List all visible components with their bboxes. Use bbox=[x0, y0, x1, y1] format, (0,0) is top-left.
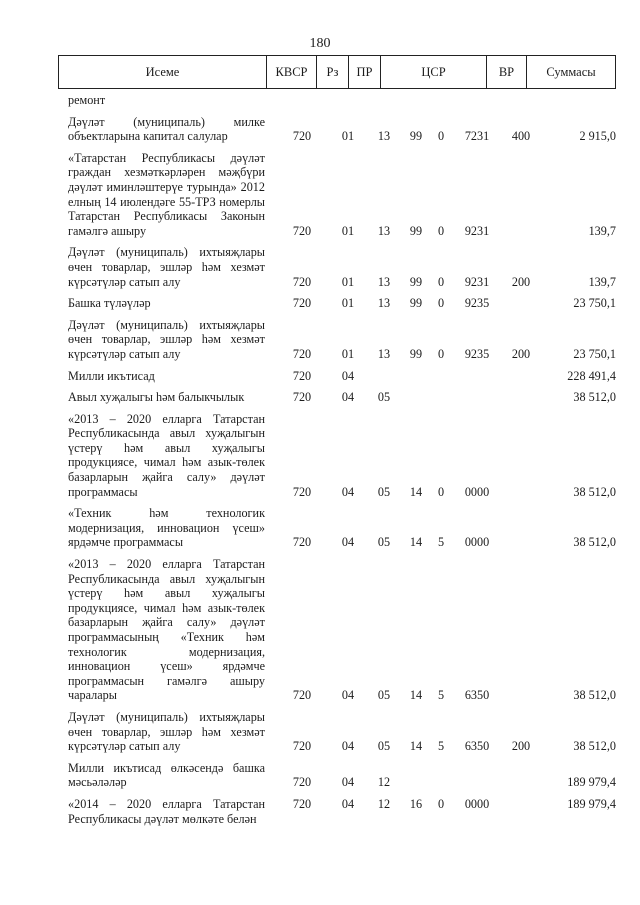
cell-csr3: 6350 bbox=[464, 739, 490, 754]
table-row bbox=[68, 761, 616, 790]
cell-csr2: 0 bbox=[437, 346, 445, 361]
cell-sum: 189 979,4 bbox=[567, 796, 616, 811]
cell-csr1: 99 bbox=[409, 346, 423, 361]
cell-rz: 01 bbox=[341, 129, 355, 144]
cell-csr1: 14 bbox=[409, 688, 423, 703]
cell-vr: 200 bbox=[511, 346, 531, 361]
cell-kvsr: 720 bbox=[292, 535, 312, 550]
cell-sum: 23 750,1 bbox=[573, 346, 616, 361]
header-csr: ЦСР bbox=[381, 56, 487, 88]
cell-pr: 05 bbox=[377, 688, 391, 703]
cell-pr: 13 bbox=[377, 223, 391, 238]
cell-pr: 05 bbox=[377, 484, 391, 499]
cell-csr1: 16 bbox=[409, 796, 423, 811]
cell-name: Дәүләт (муниципаль) милке объектларына капитал салулар bbox=[68, 114, 265, 144]
cell-sum: 38 512,0 bbox=[573, 535, 616, 550]
cell-sum: 23 750,1 bbox=[573, 296, 616, 311]
cell-csr3: 9231 bbox=[464, 223, 490, 238]
table-header bbox=[58, 55, 616, 89]
table-row bbox=[68, 151, 616, 239]
cell-sum: 189 979,4 bbox=[567, 775, 616, 790]
cell-name: Авыл хуҗалыгы һәм балыкчылык bbox=[68, 390, 245, 405]
header-name: Исеме bbox=[59, 56, 267, 88]
cell-pr: 05 bbox=[377, 535, 391, 550]
cell-csr2: 0 bbox=[437, 484, 445, 499]
table-row bbox=[68, 115, 616, 144]
cell-csr3: 9235 bbox=[464, 346, 490, 361]
cell-pr: 13 bbox=[377, 296, 391, 311]
table-row bbox=[68, 557, 616, 703]
cell-csr1: 14 bbox=[409, 535, 423, 550]
cell-pr: 05 bbox=[377, 739, 391, 754]
cell-kvsr: 720 bbox=[292, 796, 312, 811]
header-pr: ПР bbox=[349, 56, 381, 88]
cell-name: «Техник һәм технологик модернизация, инновацион үсеш» ярдәмче программасы bbox=[68, 506, 265, 550]
cell-csr3: 6350 bbox=[464, 688, 490, 703]
cell-rz: 04 bbox=[341, 368, 355, 383]
cell-kvsr: 720 bbox=[292, 368, 312, 383]
cell-rz: 04 bbox=[341, 796, 355, 811]
cell-rz: 01 bbox=[341, 296, 355, 311]
cell-csr2: 0 bbox=[437, 129, 445, 144]
cell-kvsr: 720 bbox=[292, 390, 312, 405]
cell-csr2: 0 bbox=[437, 223, 445, 238]
cell-csr3: 7231 bbox=[464, 129, 490, 144]
table-row bbox=[68, 710, 616, 754]
table-row bbox=[68, 93, 616, 108]
cell-kvsr: 720 bbox=[292, 296, 312, 311]
table-row bbox=[68, 369, 616, 384]
table-row bbox=[68, 412, 616, 500]
cell-name: Дәүләт (муниципаль) ихтыяҗлары өчен товарлар, эшләр һәм хезмәт күрсәтүләр сатып алу bbox=[68, 709, 265, 754]
cell-sum: 139,7 bbox=[588, 274, 616, 289]
cell-kvsr: 720 bbox=[292, 775, 312, 790]
cell-kvsr: 720 bbox=[292, 346, 312, 361]
cell-csr1: 99 bbox=[409, 296, 423, 311]
cell-rz: 01 bbox=[341, 223, 355, 238]
cell-name: «Татарстан Республикасы дәүләт граждан хезмәткәрләрен мәҗбүри дәүләт иминләштерүе турында» 2012 елның 14 июлендәге 55-ТРЗ номерлы Татарстан Республикасы Законын гамәлгә ашыру bbox=[68, 150, 265, 238]
cell-csr3: 9231 bbox=[464, 274, 490, 289]
cell-pr: 12 bbox=[377, 775, 391, 790]
cell-csr2: 5 bbox=[437, 739, 445, 754]
table-body bbox=[68, 93, 616, 833]
cell-rz: 04 bbox=[341, 535, 355, 550]
cell-csr2: 5 bbox=[437, 535, 445, 550]
cell-rz: 01 bbox=[341, 346, 355, 361]
cell-rz: 04 bbox=[341, 484, 355, 499]
table-row bbox=[68, 390, 616, 405]
cell-kvsr: 720 bbox=[292, 274, 312, 289]
cell-name: «2013 – 2020 елларга Татарстан Республикасында авыл хуҗалыгын үстерү һәм авыл хуҗалыгы продукциясе, чимал һәм азык-төлек базарларын җайга салу» дәүләт программасының «Техник һәм технологик модернизация, инновацион үсеш» ярдәмче программасын гамәлгә ашыру чаралары bbox=[68, 557, 265, 703]
cell-sum: 38 512,0 bbox=[573, 484, 616, 499]
cell-name: Башка түләүләр bbox=[68, 296, 151, 311]
cell-name: Милли икътисад bbox=[68, 368, 155, 383]
header-vr: ВР bbox=[487, 56, 527, 88]
cell-name: Дәүләт (муниципаль) ихтыяҗлары өчен товарлар, эшләр һәм хезмәт күрсәтүләр сатып алу bbox=[68, 317, 265, 361]
header-kvsr: КВСР bbox=[267, 56, 317, 88]
cell-pr: 12 bbox=[377, 796, 391, 811]
cell-csr1: 99 bbox=[409, 129, 423, 144]
table-row bbox=[68, 506, 616, 550]
cell-csr1: 99 bbox=[409, 223, 423, 238]
cell-csr3: 0000 bbox=[464, 796, 490, 811]
cell-csr1: 14 bbox=[409, 484, 423, 499]
cell-csr3: 9235 bbox=[464, 296, 490, 311]
cell-kvsr: 720 bbox=[292, 688, 312, 703]
cell-kvsr: 720 bbox=[292, 739, 312, 754]
cell-name: «2014 – 2020 елларга Татарстан Республикасы дәүләт мөлкәте белән bbox=[68, 796, 265, 826]
cell-sum: 38 512,0 bbox=[573, 688, 616, 703]
table-row bbox=[68, 797, 616, 826]
cell-csr1: 99 bbox=[409, 274, 423, 289]
cell-csr2: 0 bbox=[437, 274, 445, 289]
cell-vr: 400 bbox=[511, 129, 531, 144]
cell-sum: 139,7 bbox=[588, 223, 616, 238]
header-sum: Суммасы bbox=[546, 64, 596, 79]
table-row bbox=[68, 296, 616, 311]
cell-name: Дәүләт (муниципаль) ихтыяҗлары өчен товарлар, эшләр һәм хезмәт күрсәтүләр сатып алу bbox=[68, 245, 265, 289]
cell-sum: 38 512,0 bbox=[573, 739, 616, 754]
cell-kvsr: 720 bbox=[292, 129, 312, 144]
cell-csr2: 0 bbox=[437, 296, 445, 311]
cell-pr: 05 bbox=[377, 390, 391, 405]
cell-vr: 200 bbox=[511, 274, 531, 289]
cell-pr: 13 bbox=[377, 129, 391, 144]
cell-rz: 04 bbox=[341, 688, 355, 703]
cell-csr1: 14 bbox=[409, 739, 423, 754]
cell-rz: 04 bbox=[341, 739, 355, 754]
cell-csr2: 0 bbox=[437, 796, 445, 811]
cell-name: Милли икътисад өлкәсендә башка мәсьәләләр bbox=[68, 760, 265, 790]
cell-rz: 04 bbox=[341, 390, 355, 405]
table-row bbox=[68, 318, 616, 362]
page-number: 180 bbox=[309, 36, 331, 51]
table-row bbox=[68, 245, 616, 289]
cell-sum: 38 512,0 bbox=[573, 390, 616, 405]
cell-csr2: 5 bbox=[437, 688, 445, 703]
cell-pr: 13 bbox=[377, 346, 391, 361]
cell-csr3: 0000 bbox=[464, 484, 490, 499]
cell-rz: 04 bbox=[341, 775, 355, 790]
cell-kvsr: 720 bbox=[292, 223, 312, 238]
cell-vr: 200 bbox=[511, 739, 531, 754]
cell-rz: 01 bbox=[341, 274, 355, 289]
cell-name: ремонт bbox=[68, 93, 106, 107]
cell-sum: 2 915,0 bbox=[579, 129, 616, 144]
cell-pr: 13 bbox=[377, 274, 391, 289]
cell-kvsr: 720 bbox=[292, 484, 312, 499]
cell-csr3: 0000 bbox=[464, 535, 490, 550]
cell-sum: 228 491,4 bbox=[567, 368, 616, 383]
cell-name: «2013 – 2020 елларга Татарстан Республикасында авыл хуҗалыгын үстерү һәм авыл хуҗалыгы продукциясе, чимал һәм азык-төлек базарларын җайга салу» дәүләт программасы bbox=[68, 411, 265, 499]
header-rz: Рз bbox=[317, 56, 349, 88]
